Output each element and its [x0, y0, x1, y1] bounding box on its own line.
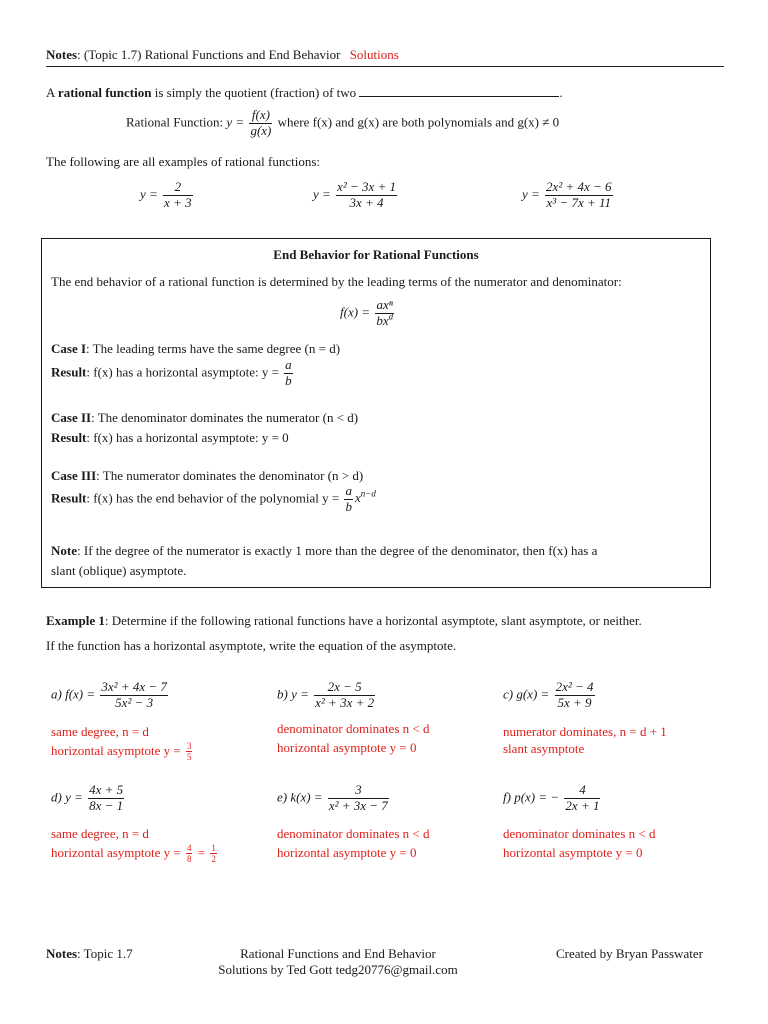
note-text: : If the degree of the numerator is exactly 1 more than the degree of the denominator, then f(x) has a	[77, 543, 598, 558]
examples-intro: The following are all examples of rational functions:	[46, 154, 320, 169]
intro-post: is simply the quotient (fraction) of two	[154, 85, 357, 100]
example-fn-1: y = $\frac{2}{x + 3}$	[140, 179, 192, 210]
result2	[51, 430, 289, 446]
d-den: 8x − 1	[89, 797, 124, 813]
box-title: End Behavior for Rational Functions	[273, 247, 479, 262]
case2-label: Case II	[51, 410, 92, 425]
result2-text: : f(x) has a horizontal asymptote: y = 0	[86, 430, 289, 445]
result1-label: Result	[51, 364, 87, 380]
answer-c-2: slant asymptote	[503, 741, 585, 756]
a-ans2: horizontal asymptote y =	[51, 742, 181, 758]
example-fn-3: y = $\frac{\text{2x² + 4x − 6}}{\text{x³ − 7x + 11}}$	[522, 179, 612, 210]
problem-e	[277, 783, 391, 814]
header-solutions: Solutions	[349, 47, 399, 62]
footer-center	[200, 946, 476, 978]
f-den: 2x + 1	[565, 797, 600, 813]
result1	[51, 358, 295, 389]
a-pre: a) f(x) =	[51, 686, 96, 702]
problem-c	[503, 680, 597, 711]
example-heading	[46, 613, 642, 629]
case1	[51, 341, 340, 357]
ex1-num: 2	[163, 180, 193, 196]
footer-right: Created by Bryan Passwater	[556, 946, 703, 961]
box-formula: f(x) = $\frac{\text{axⁿ}}{bx^d}$	[340, 297, 394, 328]
footer-topic: : Topic 1.7	[77, 946, 133, 961]
c-den: 5x + 9	[557, 694, 592, 710]
ex3-den: x³ − 7x + 11	[546, 194, 612, 210]
box-description: The end behavior of a rational function is determined by the leading terms of the numerator and denominator:	[51, 274, 622, 289]
def-num: f(x)	[249, 108, 272, 124]
d-num: 4x + 5	[89, 782, 124, 797]
def-den: g(x)	[250, 122, 272, 138]
footer-credit: Solutions by Ted Gott tedg20776@gmail.com	[218, 962, 458, 977]
case1-label: Case I	[51, 341, 87, 356]
answer-b-1: denominator dominates n < d	[277, 721, 430, 736]
answer-d-1: same degree, n = d	[51, 826, 149, 841]
case2-text: : The denominator dominates the numerator (n < d)	[91, 410, 359, 425]
result1-fraction: $\frac{a}{b}$	[285, 357, 292, 388]
problem-a	[51, 680, 170, 711]
formula-num: axⁿ	[376, 297, 393, 312]
result1-text: : f(x) has a horizontal asymptote: y =	[86, 364, 279, 380]
d-pre: d) y =	[51, 789, 83, 805]
f-pre: f) p(x) = −	[503, 789, 560, 805]
e-pre: e) k(x) =	[277, 789, 323, 805]
fill-in-blank	[359, 85, 559, 97]
example-label: Example 1	[46, 613, 105, 628]
formula-den: bx	[376, 312, 389, 328]
answer-a-2: horizontal asymptote y = $\frac{3}{5}$	[51, 741, 192, 763]
answer-a-1: same degree, n = d	[51, 724, 149, 739]
problem-f	[503, 783, 602, 814]
example-fn-2: y = $\frac{\text{x² − 3x + 1}}{3x + 4}$	[313, 179, 397, 210]
f-num: 4	[564, 783, 600, 799]
a-num: 3x² + 4x − 7	[101, 679, 167, 694]
example-text2: If the function has a horizontal asymptote, write the equation of the asymptote.	[46, 638, 457, 653]
example-text1: : Determine if the following rational functions have a horizontal asymptote, slant asymptote, or neither.	[104, 613, 642, 628]
note-label: Note	[51, 543, 77, 558]
answer-c-1: numerator dominates, n = d + 1	[503, 724, 667, 739]
def-label: Rational Function:	[126, 114, 224, 130]
ex2-num: x² − 3x + 1	[337, 179, 397, 194]
header-rule	[46, 66, 724, 67]
c-pre: c) g(x) =	[503, 686, 550, 702]
result3-fraction: $\frac{a}{b}$	[345, 483, 352, 514]
intro-pre: A	[46, 85, 55, 100]
a-den: 5x² − 3	[115, 694, 154, 710]
def-post: where f(x) and g(x) are both polynomials and g(x) ≠ 0	[277, 114, 560, 130]
page-header	[46, 47, 399, 63]
case1-text: : The leading terms have the same degree (n = d)	[86, 341, 341, 356]
ex2-den: 3x + 4	[349, 194, 384, 210]
answer-d-2: horizontal asymptote y = $\frac{4}{8}$ = $\frac{1}{2}$	[51, 843, 216, 865]
e-den: x² + 3x − 7	[328, 797, 388, 813]
d-ans2: horizontal asymptote y =	[51, 844, 181, 860]
case3-text: : The numerator dominates the denominator (n > d)	[96, 468, 364, 483]
b-num: 2x − 5	[314, 680, 375, 696]
answer-e-2: horizontal asymptote y = 0	[277, 845, 417, 860]
b-den: x² + 3x + 2	[315, 694, 375, 710]
result3: Result: f(x) has the end behavior of the polynomial y = $\frac{a}{b}$ $x^{n-d}$	[51, 483, 376, 514]
ex3-num: 2x² + 4x − 6	[546, 179, 612, 194]
b-pre: b) y =	[277, 686, 309, 702]
case3-label: Case III	[51, 468, 97, 483]
intro-line: A rational function is simply the quotient (fraction) of two .	[46, 85, 563, 100]
problem-b	[277, 680, 377, 711]
ex1-den: x + 3	[164, 194, 192, 210]
result2-label: Result	[51, 430, 87, 445]
footer-notes-label: Notes	[46, 946, 78, 961]
c-num: 2x² − 4	[555, 679, 594, 694]
header-topic: : (Topic 1.7) Rational Functions and End Behavior	[77, 47, 341, 62]
footer-title: Rational Functions and End Behavior	[240, 946, 436, 961]
result3-label: Result	[51, 490, 87, 506]
header-notes-label: Notes	[46, 47, 78, 62]
footer-left	[46, 946, 133, 962]
intro-bold: rational function	[57, 85, 152, 100]
box-note	[51, 543, 597, 559]
e-num: 3	[328, 783, 389, 799]
case3	[51, 468, 363, 484]
answer-b-2: horizontal asymptote y = 0	[277, 740, 417, 755]
answer-f-1: denominator dominates n < d	[503, 826, 656, 841]
case2	[51, 410, 358, 426]
answer-f-2: horizontal asymptote y = 0	[503, 845, 643, 860]
box-note-2: slant (oblique) asymptote.	[51, 563, 187, 578]
result3-text: : f(x) has the end behavior of the polynomial y =	[86, 490, 340, 506]
def-fraction	[249, 108, 272, 139]
answer-e-1: denominator dominates n < d	[277, 826, 430, 841]
definition-line: Rational Function: y = $\frac{f(x)}{g(x)}$ where f(x) and g(x) are both polynomials and g(x) ≠ 0	[126, 107, 560, 138]
problem-d	[51, 783, 126, 814]
